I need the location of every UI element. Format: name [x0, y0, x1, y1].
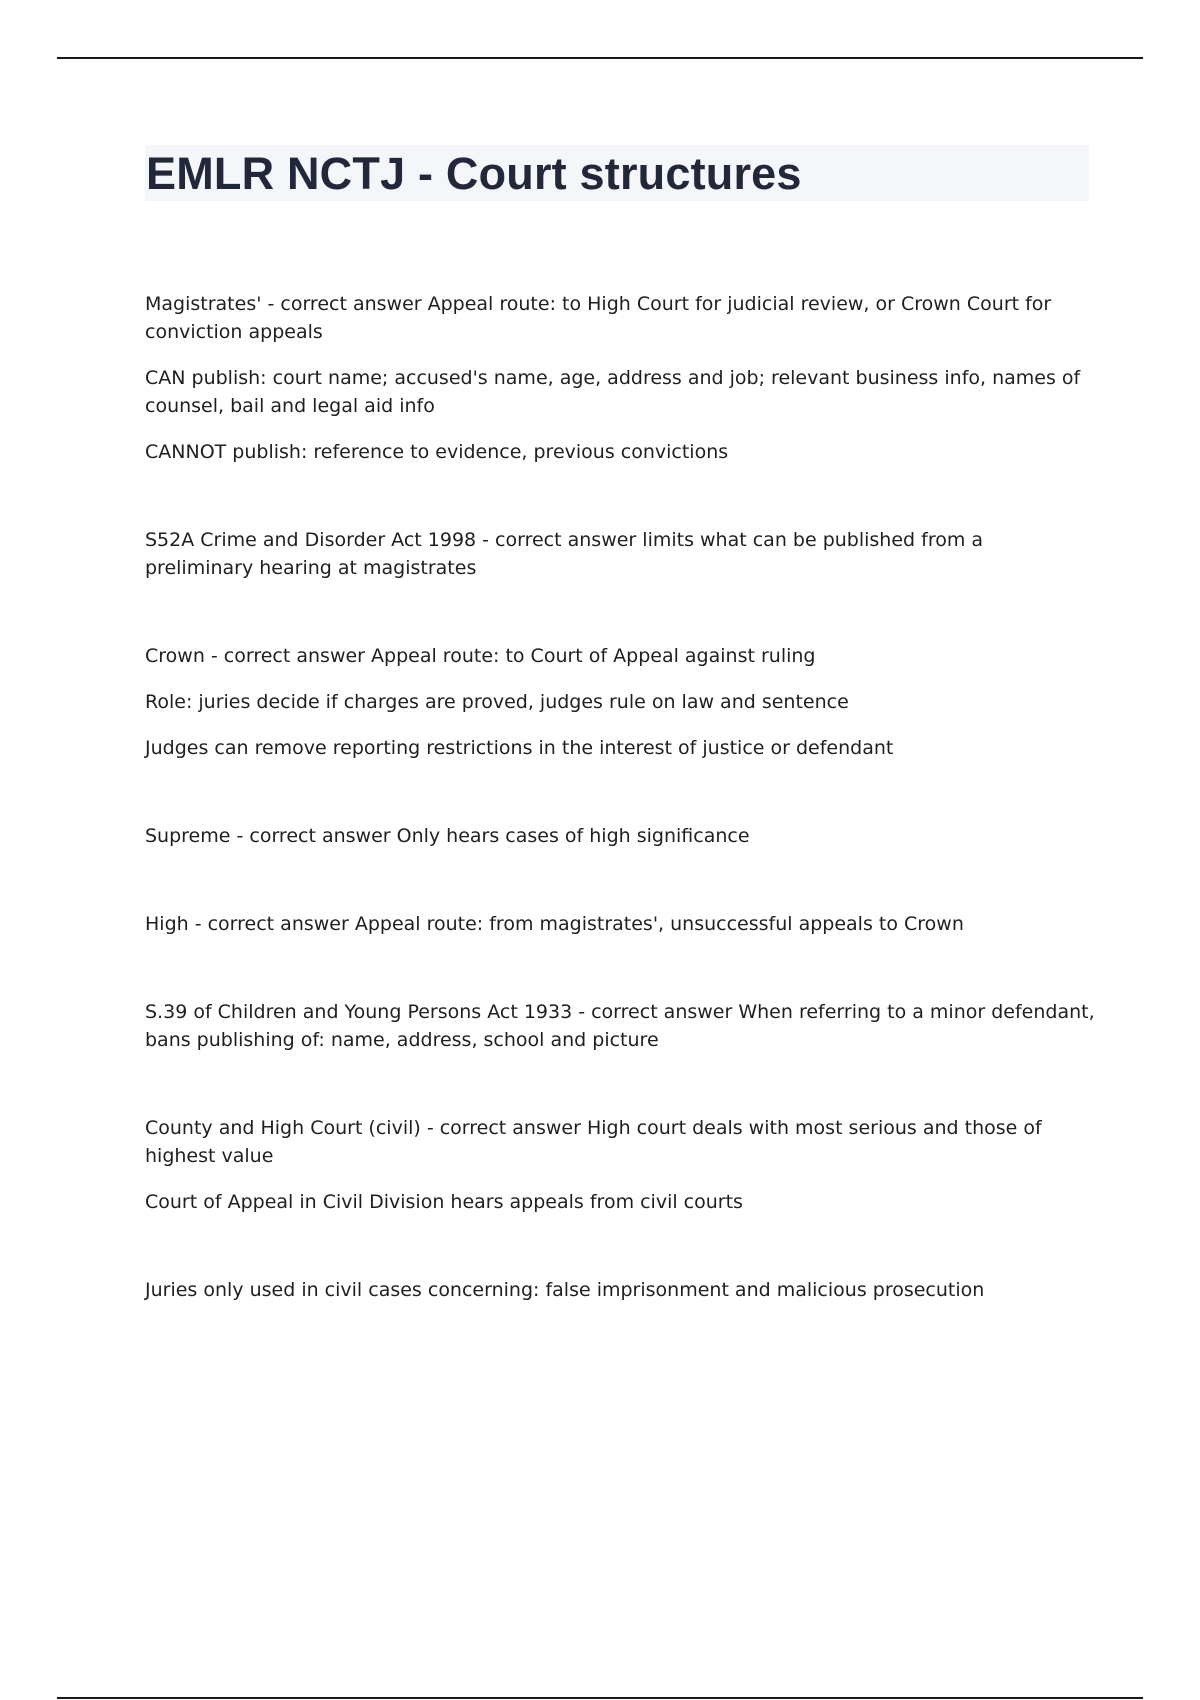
- entry-line: S52A Crime and Disorder Act 1998 - correct answer limits what can be published from a preliminary hearing at magistrates: [145, 529, 984, 579]
- flashcard-entry: [145, 526, 1095, 582]
- entry-line: Role: juries decide if charges are proved, judges rule on law and sentence: [145, 691, 849, 713]
- entry-line: High - correct answer Appeal route: from magistrates', unsuccessful appeals to Crown: [145, 913, 964, 935]
- entry-line: Judges can remove reporting restrictions in the interest of justice or defendant: [145, 737, 894, 759]
- entry-line: CANNOT publish: reference to evidence, previous convictions: [145, 441, 729, 463]
- entry-line: Juries only used in civil cases concerning: false imprisonment and malicious prosecution: [145, 1279, 985, 1301]
- entry-line: CAN publish: court name; accused's name, age, address and job; relevant business info, names of counsel, bail and legal aid info: [145, 367, 1081, 417]
- flashcard-entry: [145, 998, 1095, 1054]
- entry-line: Crown - correct answer Appeal route: to Court of Appeal against ruling: [145, 645, 816, 667]
- bottom-rule: [57, 1697, 1143, 1699]
- top-rule: [57, 57, 1143, 59]
- entry-line: County and High Court (civil) - correct answer High court deals with most serious and those of highest value: [145, 1117, 1042, 1167]
- flashcard-entry: [145, 822, 1095, 850]
- flashcard-entry: [145, 642, 1095, 762]
- entry-line: Magistrates' - correct answer Appeal route: to High Court for judicial review, or Crown Court for conviction appeals: [145, 293, 1052, 343]
- entry-line: S.39 of Children and Young Persons Act 1933 - correct answer When referring to a minor defendant, bans publishing of: name, address, school and picture: [145, 1001, 1095, 1051]
- entry-line: Supreme - correct answer Only hears cases of high significance: [145, 825, 750, 847]
- entry-line: Court of Appeal in Civil Division hears appeals from civil courts: [145, 1191, 743, 1213]
- flashcard-list: [145, 290, 1095, 1364]
- page-title: EMLR NCTJ - Court structures: [146, 148, 802, 199]
- flashcard-entry: [145, 290, 1095, 466]
- flashcard-entry: [145, 1114, 1095, 1216]
- flashcard-entry: [145, 910, 1095, 938]
- flashcard-entry: [145, 1276, 1095, 1304]
